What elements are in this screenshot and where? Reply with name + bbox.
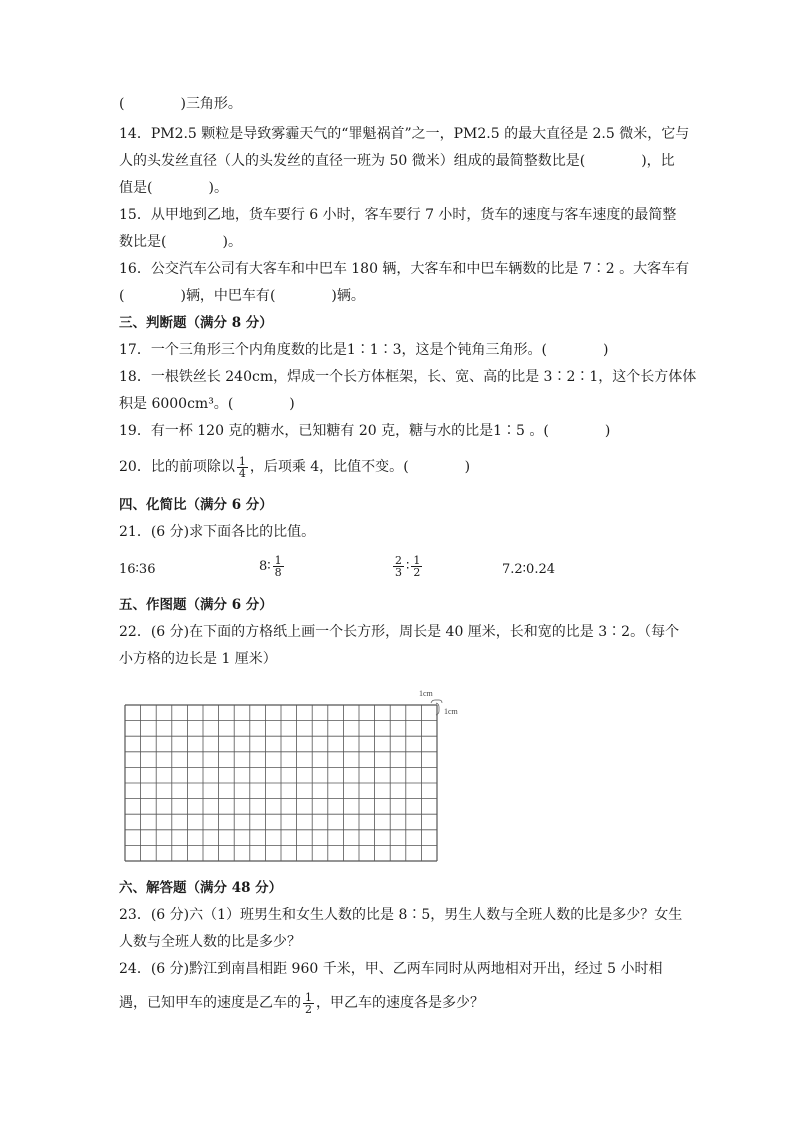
unit-label-horizontal: 1cm xyxy=(419,689,433,698)
question-23-line-2: 人数与全班人数的比是多少？ xyxy=(119,934,301,950)
section-3-heading: 三、判断题（满分 8 分） xyxy=(119,315,273,331)
section-6-heading: 六、解答题（满分 48 分） xyxy=(119,880,283,896)
section-4-heading: 四、化简比（满分 6 分） xyxy=(119,497,273,513)
question-22-line-2: 小方格的边长是 1 厘米） xyxy=(119,651,277,667)
fraction: $\frac{1}{2}$ xyxy=(413,554,421,579)
question-23-line-1: 23．(6 分)六（1）班男生和女生人数的比是 8∶5，男生人数与全班人数的比是多少？女生 xyxy=(119,907,683,923)
question-24-line-1: 24．(6 分)黔江到南昌相距 960 千米，甲、乙两车同时从两地相对开出，经过 5 小时相 xyxy=(119,961,663,977)
fraction: $\frac{1}{8}$ xyxy=(274,554,282,579)
question-18-line-2: 积是 6000cm³。( ) xyxy=(119,396,295,412)
question-16-line-1: 16．公交汽车公司有大客车和中巴车 180 辆，大客车和中巴车辆数的比是 7∶2 。大客车有 xyxy=(119,261,690,277)
question-14-line-3: 值是( )。 xyxy=(119,180,228,196)
ratio-1: 16∶36 xyxy=(119,562,156,577)
question-20: 20．比的前项除以 $\frac{1}{4}$ ，后项乘 4，比值不变。( ) xyxy=(119,454,471,480)
q13-ending: ( )三角形。 xyxy=(119,96,242,112)
ratio-4: 7.2∶0.24 xyxy=(502,562,556,577)
question-14-line-1: 14．PM2.5 颗粒是导致雾霾天气的“罪魁祸首”之一，PM2.5 的最大直径是 2.5 微米，它与 xyxy=(119,126,690,142)
question-17: 17．一个三角形三个内角度数的比是1∶1∶3，这是个钝角三角形。( ) xyxy=(119,342,609,358)
unit-label-vertical: 1cm xyxy=(444,707,458,716)
unit-bracket xyxy=(430,697,444,721)
question-22-line-1: 22．(6 分)在下面的方格纸上画一个长方形，周长是 40 厘米，长和宽的比是 3∶2。（每个 xyxy=(119,624,680,640)
section-5-heading: 五、作图题（满分 6 分） xyxy=(119,597,273,613)
grid-svg[interactable] xyxy=(122,703,442,873)
question-14-line-2: 人的头发丝直径（人的头发丝的直径一班为 50 微米）组成的最简整数比是( )，比 xyxy=(119,153,675,169)
fraction: $\frac{2}{3}$ xyxy=(395,554,402,579)
graph-paper-grid[interactable] xyxy=(122,703,442,877)
question-15-line-2: 数比是( )。 xyxy=(119,234,242,250)
question-18-line-1: 18．一根铁丝长 240cm，焊成一个长方体框架，长、宽、高的比是 3∶2∶1，这个长方体体 xyxy=(119,369,697,385)
question-15-line-1: 15．从甲地到乙地，货车要行 6 小时，客车要行 7 小时，货车的速度与客车速度的最简整 xyxy=(119,207,677,223)
fraction: $\frac{1}{2}$ xyxy=(305,990,312,1016)
question-19: 19．有一杯 120 克的糖水，已知糖有 20 克，糖与水的比是1∶5 。( ) xyxy=(119,423,611,439)
fraction: $\frac{1}{4}$ xyxy=(238,454,246,480)
question-16-line-2: ( )辆，中巴车有( )辆。 xyxy=(119,288,365,304)
question-21: 21．(6 分)求下面各比的比值。 xyxy=(119,524,316,540)
question-24-line-2: 遇，已知甲车的速度是乙车的 $\frac{1}{2}$ ，甲乙车的速度各是多少？ xyxy=(119,990,484,1016)
ratio-3: $\frac{2}{3}$ ∶ $\frac{1}{2}$ xyxy=(395,554,421,579)
ratio-2: 8∶ $\frac{1}{8}$ xyxy=(259,554,282,579)
